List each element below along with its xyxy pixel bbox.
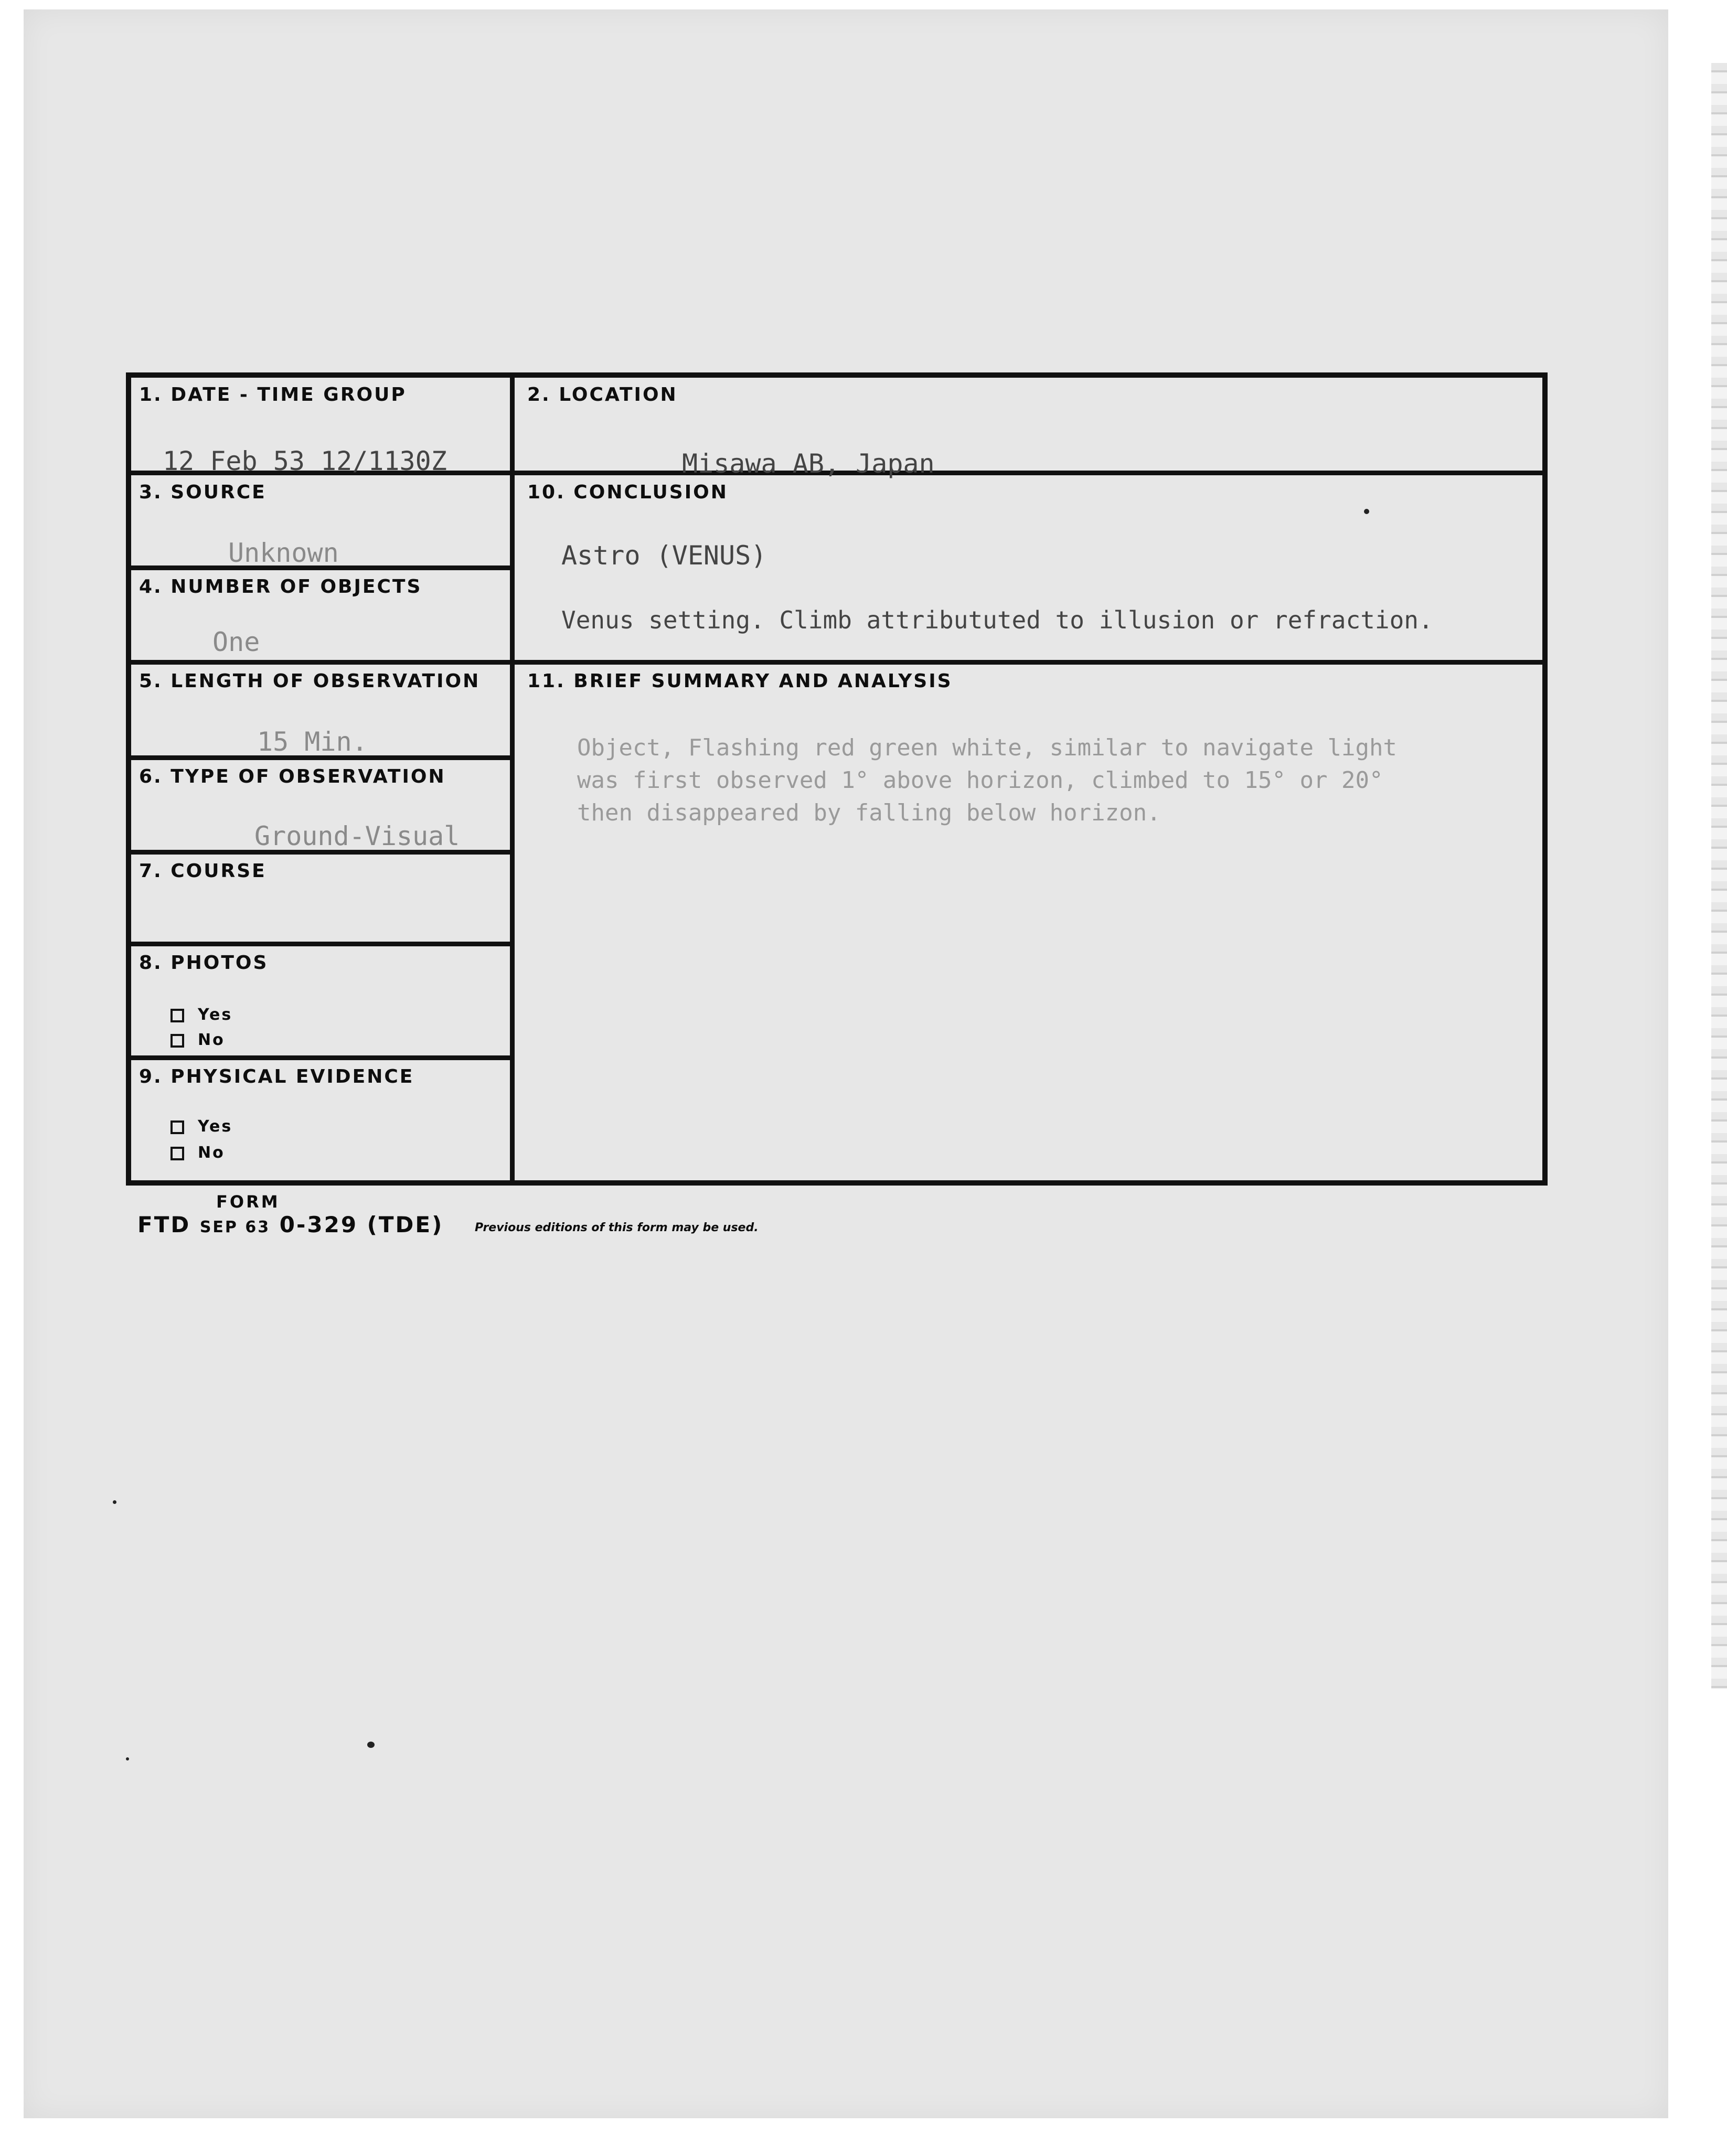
source-label: 3. SOURCE (139, 482, 266, 503)
footer-form-word: FORM (216, 1192, 280, 1212)
location-label: 2. LOCATION (527, 384, 678, 405)
physical-yes-option[interactable] (170, 1117, 232, 1136)
photos-no-label: No (198, 1031, 225, 1049)
column-divider (510, 372, 515, 1183)
length-of-observation-value: 15 Min. (257, 727, 368, 757)
date-time-value: 12 Feb 53 12/1130Z (163, 446, 447, 476)
summary-line: was first observed 1° above horizon, climbed to 15° or 20° (577, 767, 1383, 794)
summary-text (577, 732, 1397, 829)
physical-no-option[interactable] (170, 1144, 225, 1162)
checkbox-icon[interactable] (170, 1034, 184, 1048)
scan-speck (1364, 509, 1369, 514)
footer-ftd: FTD (137, 1212, 191, 1237)
conclusion-value: Astro (VENUS) (561, 540, 767, 571)
length-of-observation-label: 5. LENGTH OF OBSERVATION (139, 670, 481, 692)
number-of-objects-label: 4. NUMBER OF OBJECTS (139, 576, 422, 597)
physical-evidence-label: 9. PHYSICAL EVIDENCE (139, 1066, 414, 1087)
checkbox-icon[interactable] (170, 1120, 184, 1134)
photos-yes-label: Yes (198, 1006, 233, 1024)
footer-note: Previous editions of this form may be used. (475, 1221, 759, 1234)
summary-label: 11. BRIEF SUMMARY AND ANALYSIS (527, 670, 953, 692)
scan-speck (367, 1742, 375, 1748)
number-of-objects-value: One (212, 627, 260, 657)
checkbox-icon[interactable] (170, 1147, 184, 1160)
physical-yes-label: Yes (198, 1117, 233, 1136)
footer-date: SEP 63 (199, 1218, 271, 1236)
checkbox-icon[interactable] (170, 1009, 184, 1022)
location-value: Misawa AB, Japan (682, 449, 935, 479)
footer-form-id (137, 1212, 443, 1237)
scan-edge (1711, 63, 1727, 1689)
date-time-label: 1. DATE - TIME GROUP (139, 384, 407, 405)
footer-number: 0-329 (TDE) (279, 1212, 444, 1237)
summary-line: then disappeared by falling below horizon. (577, 799, 1161, 826)
type-of-observation-label: 6. TYPE OF OBSERVATION (139, 766, 446, 787)
type-of-observation-value: Ground-Visual (254, 821, 460, 851)
conclusion-label: 10. CONCLUSION (527, 482, 728, 503)
photos-no-option[interactable] (170, 1031, 225, 1049)
row-divider (126, 1055, 514, 1060)
course-label: 7. COURSE (139, 860, 266, 882)
photos-yes-option[interactable] (170, 1006, 232, 1024)
photos-label: 8. PHOTOS (139, 952, 269, 974)
summary-line: Object, Flashing red green white, similar to navigate light (577, 734, 1397, 761)
row-divider (126, 942, 514, 946)
row-divider (126, 660, 1542, 665)
scan-speck (126, 1757, 129, 1760)
source-value: Unknown (228, 538, 339, 568)
conclusion-detail: Venus setting. Climb attribututed to illusion or refraction. (561, 606, 1433, 634)
physical-no-label: No (198, 1144, 225, 1162)
scan-speck (113, 1500, 116, 1504)
